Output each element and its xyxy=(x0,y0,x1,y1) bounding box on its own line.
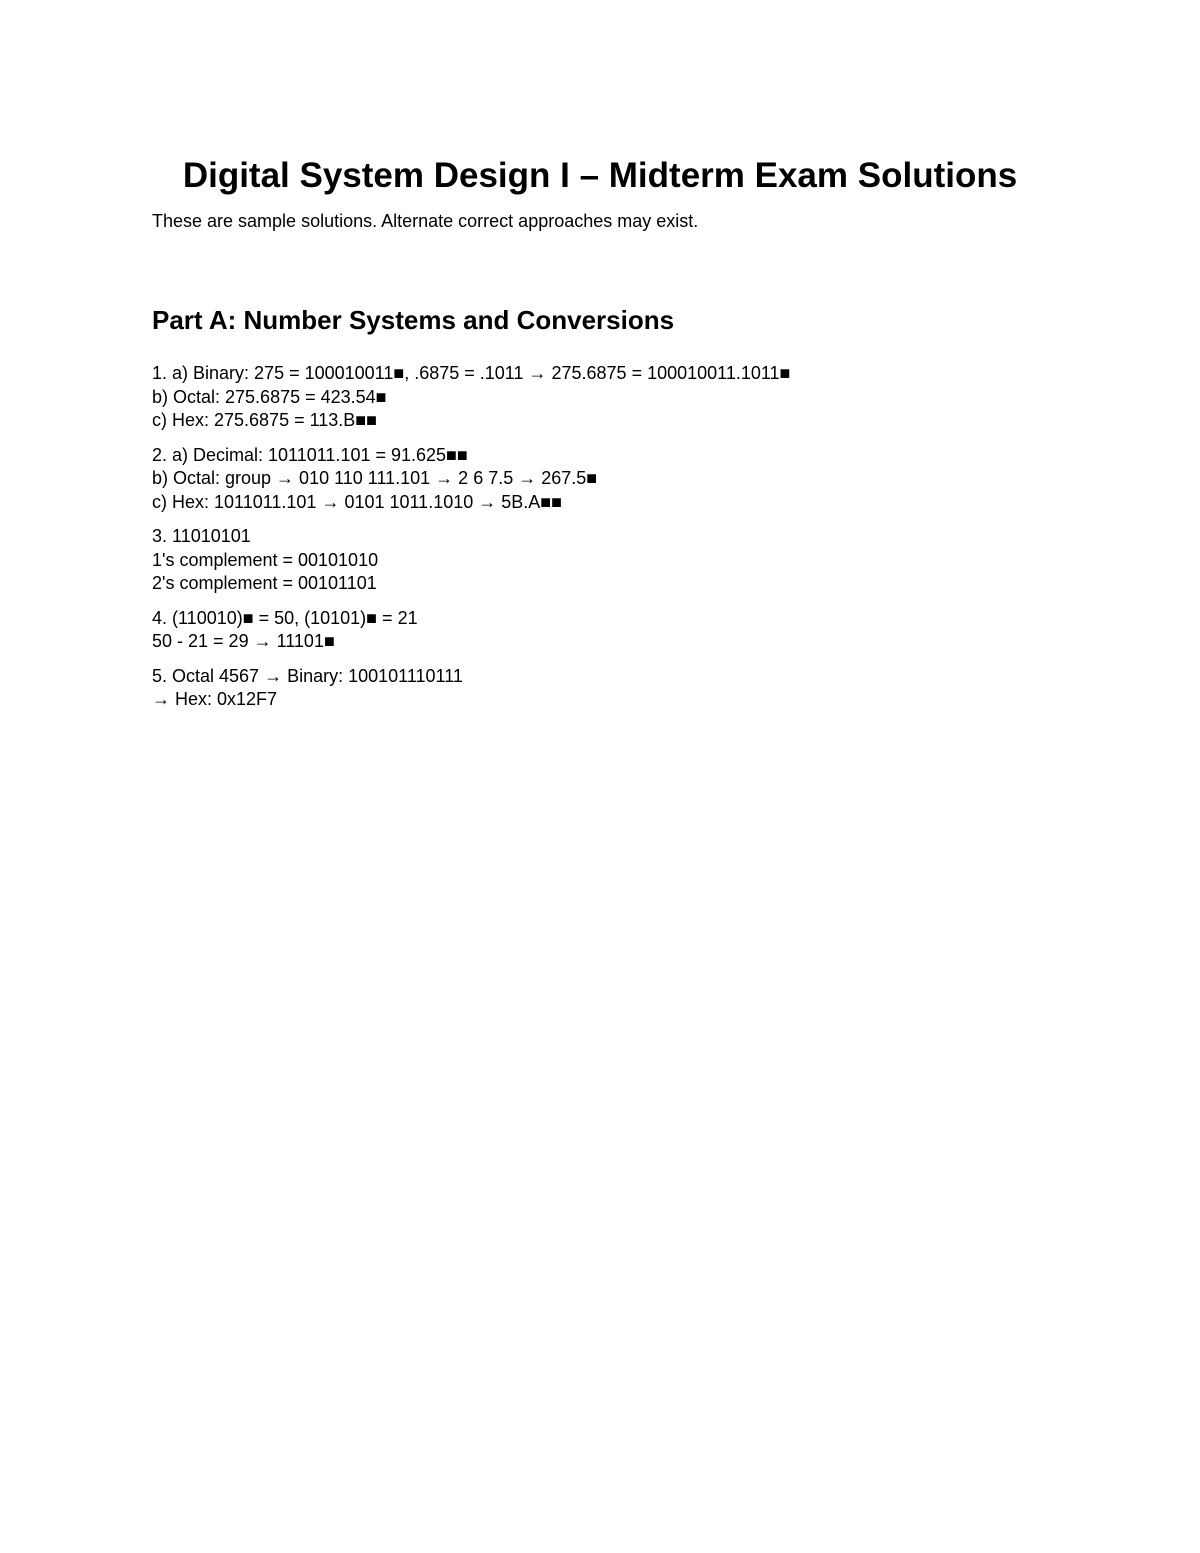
answer-line: 4. (110010)■ = 50, (10101)■ = 21 xyxy=(152,607,418,628)
answer-list xyxy=(152,362,1132,723)
answer-2 xyxy=(152,444,1132,515)
answer-5 xyxy=(152,665,1132,712)
answer-line: c) Hex: 275.6875 = 113.B■■ xyxy=(152,410,378,430)
answer-line: b) Octal: group → 010 110 111.101 → 2 6 7.5 → 267.5■ xyxy=(152,468,598,488)
answer-line: b) Octal: 275.6875 = 423.54■ xyxy=(152,386,387,407)
answer-line: 1's complement = 00101010 xyxy=(152,549,379,570)
document-title: Digital System Design I – Midterm Exam Solutions xyxy=(182,156,1018,195)
answer-3 xyxy=(152,525,1132,596)
answer-1 xyxy=(152,362,1132,433)
answer-line: c) Hex: 1011011.101 → 0101 1011.1010 → 5B.A■■ xyxy=(152,491,563,512)
answer-line: → Hex: 0x12F7 xyxy=(152,689,278,709)
answer-line: 1. a) Binary: 275 = 100010011■, .6875 = .1011 → 275.6875 = 100010011.1011■ xyxy=(152,363,791,383)
answer-4 xyxy=(152,607,1132,654)
answer-line: 2's complement = 00101101 xyxy=(152,573,377,593)
answer-line: 5. Octal 4567 → Binary: 100101110111 xyxy=(152,665,463,686)
document-subtitle: These are sample solutions. Alternate correct approaches may exist. xyxy=(152,211,699,231)
answer-line: 2. a) Decimal: 1011011.101 = 91.625■■ xyxy=(152,444,468,465)
section-heading: Part A: Number Systems and Conversions xyxy=(152,305,675,335)
answer-line: 50 - 21 = 29 → 11101■ xyxy=(152,631,335,651)
answer-line: 3. 11010101 xyxy=(152,526,251,546)
